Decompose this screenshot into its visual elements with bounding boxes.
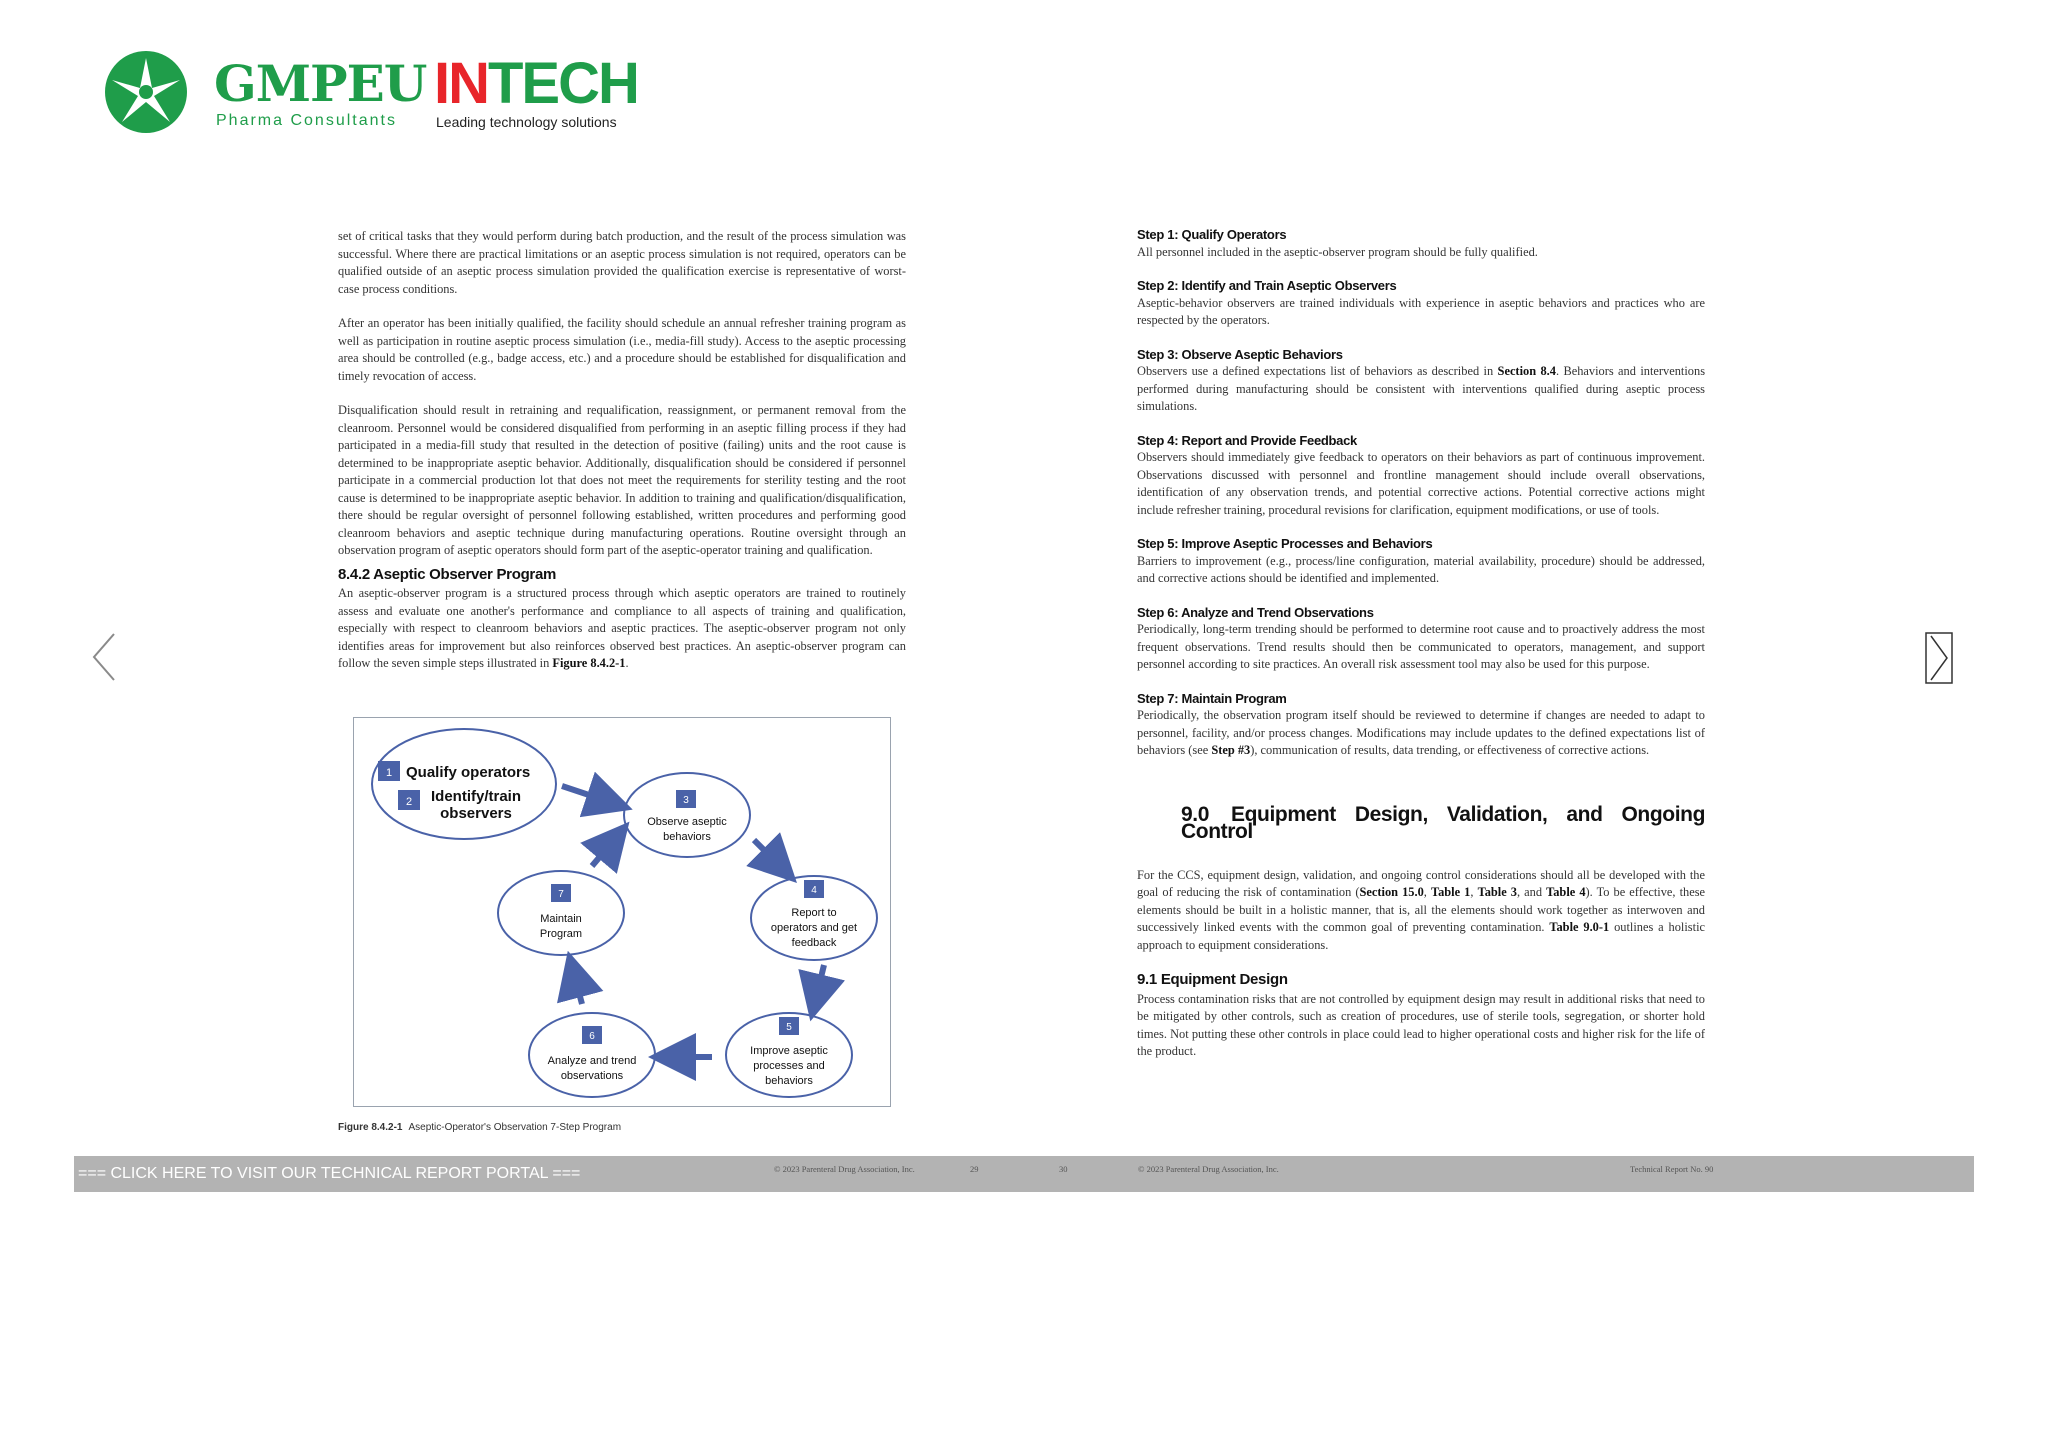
svg-text:behaviors: behaviors <box>663 831 711 843</box>
subsection-paragraph: Process contamination risks that are not controlled by equipment design may result in additional risks that need to be mitigated by other controls, such as creation of procedures, use of sterile tools, segregation, or shorter hold times. Not putting these other controls in place could lead to higher operational costs and higher risk for the life of the product. <box>1137 991 1705 1058</box>
chevron-left-icon <box>90 632 120 682</box>
step-title: Step 5: Improve Aseptic Processes and Behaviors <box>1137 536 1433 551</box>
step-title: Step 4: Report and Provide Feedback <box>1137 432 1357 448</box>
paragraph: set of critical tasks that they would perform during batch production, and the result of the process simulation was successful. Where there are practical limitations or an aseptic process simulation is not required, operators can be qualified outside of an aseptic process simulation provided the qualification exercise is representative of worst-case process conditions. <box>338 229 906 296</box>
right-page-text <box>1137 226 1705 1078</box>
svg-text:2: 2 <box>405 796 413 808</box>
paragraph: Disqualification should result in retraining and requalification, reassignment, or permanent removal from the cleanroom. Personnel would be considered disqualified from performing in an aseptic filling process if they had participated in a media-fill study that resulted in the detection of positive (failing) units and the root cause is determined to be inappropriate aseptic behavior. Additionally, disqualification should be considered if personnel participate in a commercial production lot that does not meet the requirements for sterility testing and the root cause is determined to be inappropriate aseptic behavior. In addition to training and qualification/disqualification, there should be regular oversight of personnel following established, written procedures and performing good cleanroom behaviors and aseptic technique during manufacturing operations. Routine oversight through an observation program of aseptic operators should form part of the aseptic-operator training and qualification. <box>338 403 906 557</box>
figure-caption: Figure 8.4.2-1 Aseptic-Operator's Observation 7-Step Program <box>338 1122 622 1133</box>
svg-text:observations: observations <box>560 1070 624 1082</box>
svg-text:6: 6 <box>589 1031 595 1042</box>
previous-page-button[interactable] <box>90 632 120 682</box>
svg-text:operators and get: operators and get <box>770 922 858 934</box>
portal-banner <box>74 1156 1974 1192</box>
report-label: Technical Report No. 90 <box>1630 1164 1714 1174</box>
diagram-node-4 <box>751 876 877 960</box>
step-1 <box>1137 226 1705 261</box>
svg-text:Report to: Report to <box>791 907 837 919</box>
chevron-right-icon <box>1925 632 1953 684</box>
svg-text:1: 1 <box>385 767 393 779</box>
section-heading: 8.4.2 Aseptic Observer Program <box>338 565 557 583</box>
intech-tagline: Leading technology solutions <box>436 114 617 130</box>
gmpeu-tagline: Pharma Consultants <box>216 112 397 129</box>
svg-text:Maintain: Maintain <box>540 913 582 925</box>
intech-wordmark: INTECH <box>434 51 638 116</box>
diagram-node-7 <box>498 871 624 955</box>
diagram-node-3 <box>624 773 750 857</box>
step-5 <box>1137 535 1705 588</box>
next-page-button[interactable] <box>1925 632 1953 684</box>
svg-text:4: 4 <box>811 885 817 896</box>
svg-text:Analyze and trend: Analyze and trend <box>547 1055 637 1067</box>
svg-text:Identify/train: Identify/train <box>430 788 522 805</box>
step-3 <box>1137 346 1705 416</box>
technical-report-portal-link[interactable]: === CLICK HERE TO VISIT OUR TECHNICAL REPORT PORTAL === <box>78 1165 581 1182</box>
chapter-paragraph: For the CCS, equipment design, validation, and ongoing control considerations should all be developed with the goal of reducing the risk of contamination (Section 15.0, Table 1, Table 3, and Table 4). To be effective, these elements should be built in a holistic manner, that is, all the elements should work together as interwoven and successively linked events with the common goal of preventing contamination. Table 9.0-1 outlines a holistic approach to equipment considerations. <box>1137 867 1706 952</box>
diagram-node-5 <box>726 1013 852 1097</box>
right-page-copyright: © 2023 Parenteral Drug Association, Inc. <box>1138 1164 1279 1174</box>
gmpeu-wordmark: GMPEU <box>214 54 427 113</box>
step-2 <box>1137 277 1705 330</box>
svg-text:Observe aseptic: Observe aseptic <box>647 816 727 828</box>
step-title: Step 2: Identify and Train Aseptic Observers <box>1137 278 1397 293</box>
step-4 <box>1137 432 1705 520</box>
step-text: Observers use a defined expectations list of behaviors as described in Section 8.4. Behaviors and interventions performed during manufacturing should be consistent with interventions qualified during aseptic process simulations. <box>1137 364 1706 413</box>
step-7 <box>1137 690 1705 760</box>
step-text: Periodically, the observation program itself should be reviewed to determine if changes are needed to adapt to personnel, facility, and/or process changes. Modifications may include updates to the defined expectations list of behaviors (see Step #3), communication of results, data trending, or effectiveness of corrective actions. <box>1137 708 1705 757</box>
step-text: Barriers to improvement (e.g., process/line configuration, material availability, procedure) should be addressed, and corrective actions should be identified and implemented. <box>1137 553 1705 585</box>
svg-text:processes and: processes and <box>753 1060 825 1072</box>
subsection-heading: 9.1 Equipment Design <box>1137 971 1288 988</box>
svg-text:Qualify operators: Qualify operators <box>406 764 531 781</box>
figure-reference: Figure 8.4.2-1 <box>552 656 626 670</box>
diagram-node-1-2 <box>372 729 556 839</box>
step-text: All personnel included in the aseptic-observer program should be fully qualified. <box>1137 244 1538 259</box>
step-title: Step 6: Analyze and Trend Observations <box>1137 604 1374 620</box>
svg-text:feedback: feedback <box>791 937 837 949</box>
gmpeu-emblem-icon <box>104 50 188 134</box>
step-text: Aseptic-behavior observers are trained individuals with experience in aseptic behaviors and practices who are respected by the operators. <box>1137 295 1705 327</box>
step-title: Step 3: Observe Aseptic Behaviors <box>1137 346 1343 362</box>
svg-text:5: 5 <box>786 1022 792 1033</box>
step-6 <box>1137 604 1705 674</box>
diagram-node-6 <box>529 1013 655 1097</box>
left-page-text <box>338 228 906 690</box>
step-text: Periodically, long-term trending should be performed to determine root cause and to proactively address the most frequent observations. Trend results should then be communicated to operators, management, and support personnel according to site practices. An overall risk assessment tool may also be used for this purpose. <box>1137 622 1705 671</box>
svg-text:Program: Program <box>539 928 583 940</box>
step-text: Observers should immediately give feedback to operators on their behaviors as part of continuous improvement. Observations discussed with personnel and frontline management should include overall observations, identification of any observation trends, and potential corrective actions. Potential corrective actions might include refresher training, procedural revisions for clarification, equipment modifications, or use of tools. <box>1137 450 1705 517</box>
svg-text:observers: observers <box>440 805 512 822</box>
left-page-copyright: © 2023 Parenteral Drug Association, Inc. <box>774 1164 915 1174</box>
diagram-canvas <box>354 718 890 1106</box>
step-title: Step 1: Qualify Operators <box>1137 227 1287 242</box>
paragraph: After an operator has been initially qualified, the facility should schedule an annual refresher training program as well as participation in routine aseptic process simulation (i.e., media-fill study). Access to the aseptic processing area should be controlled (e.g., badge access, etc.) and a procedure should be established for disqualification and timely revocation of access. <box>338 316 906 383</box>
svg-text:7: 7 <box>558 889 564 900</box>
step-title: Step 7: Maintain Program <box>1137 690 1287 706</box>
left-page-number: 29 <box>970 1164 979 1174</box>
svg-text:3: 3 <box>683 795 689 806</box>
chapter-heading: 9.0 Equipment Design, Validation, and Ongoing Control <box>1181 802 1705 843</box>
right-page-number: 30 <box>1059 1164 1068 1174</box>
section-paragraph: An aseptic-observer program is a structured process through which aseptic operators are trained to routinely assess and evaluate one another's performance and compliance to all aspects of training and qualification, especially with respect to cleanroom behaviors and aseptic practices. The aseptic-observer program not only identifies areas for improvement but also reinforces observed best practices. An aseptic-observer program can follow the seven simple steps illustrated in Figure 8.4.2-1. <box>338 586 906 670</box>
svg-text:behaviors: behaviors <box>765 1075 813 1087</box>
svg-text:Improve aseptic: Improve aseptic <box>750 1045 828 1057</box>
aseptic-observer-diagram <box>353 717 891 1107</box>
